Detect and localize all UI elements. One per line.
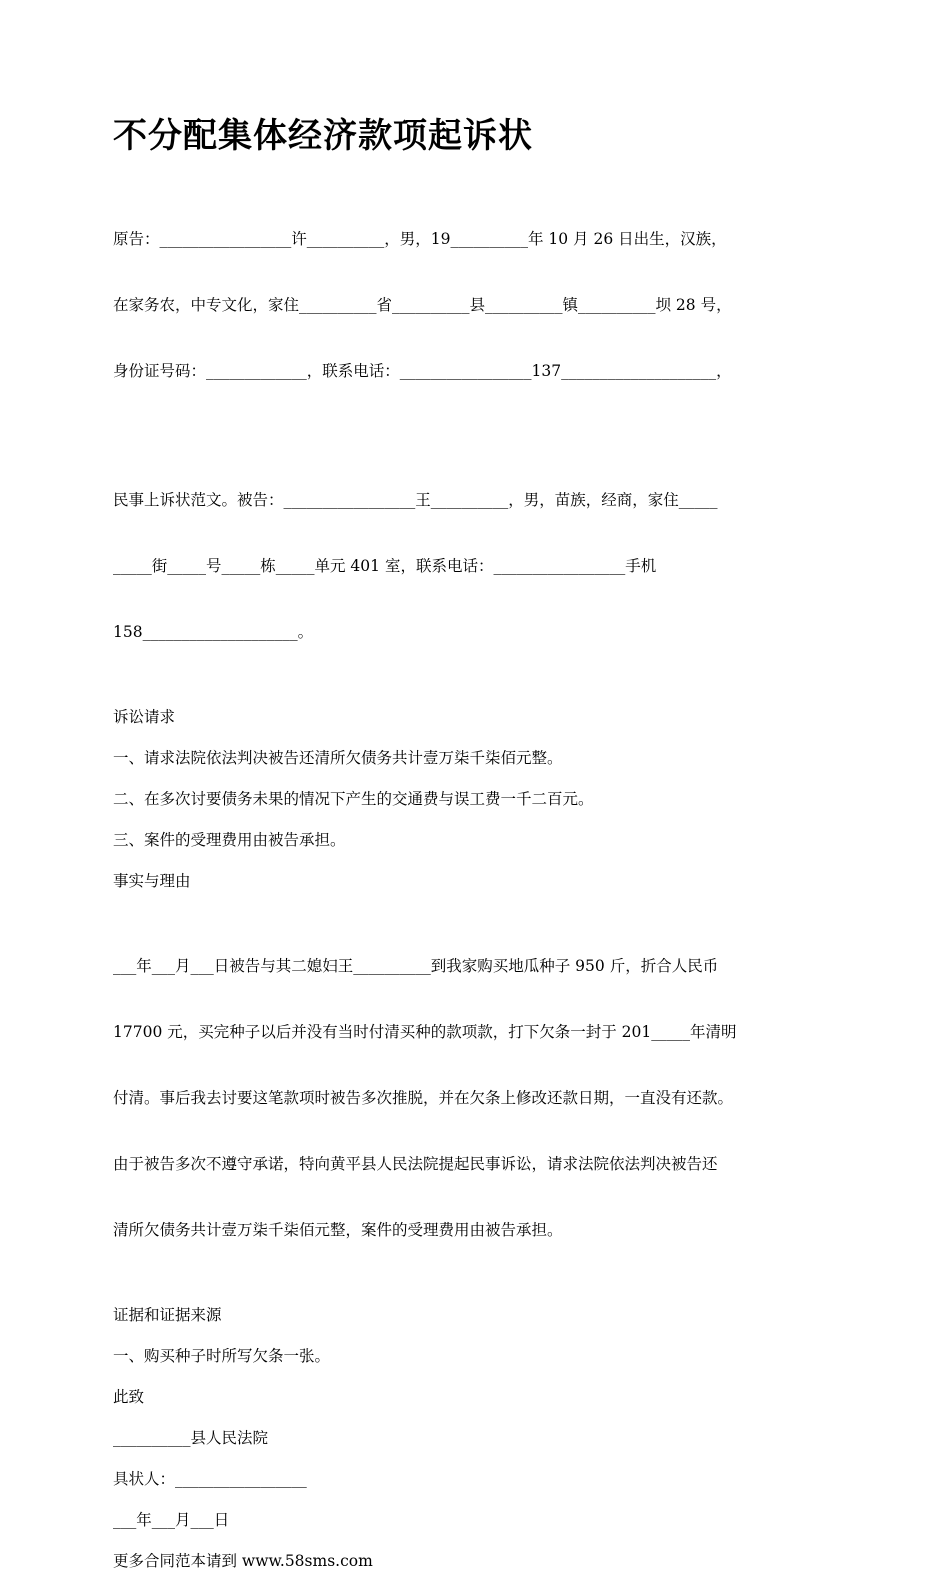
plaintiff-info [113,184,843,426]
plaintiff-line: 原告：_________________许__________，男，19__________年 10 月 26 日出生，汉族， [113,230,727,248]
evidence-item: 一、购买种子时所写欠条一张。 [113,1347,331,1365]
claim-item: 三、案件的受理费用由被告承担。 [113,831,346,849]
document-page [113,112,843,1591]
document-title: 不分配集体经济款项起诉状 [113,116,533,156]
footer-note: 更多合同范本请到 www.58sms.com [113,1552,373,1570]
defendant-info [113,445,843,687]
claim-item: 二、在多次讨要债务未果的情况下产生的交通费与误工费一千二百元。 [113,790,594,808]
plaintiff-line: 身份证号码：_____________，联系电话：_________________137____________________， [113,362,732,380]
facts-line: 由于被告多次不遵守承诺，特向黄平县人民法院提起民事诉讼，请求法院依法判决被告还 [113,1155,718,1173]
defendant-line: 民事上诉状范文。被告：_________________王__________，男，苗族，经商，家住_____ [113,491,718,509]
facts-paragraph [113,911,843,1285]
date-line: ___年___月___日 [113,1511,230,1529]
claims-heading: 诉讼请求 [113,708,176,726]
plaintiff-line: 在家务农，中专文化，家住__________省__________县__________镇__________坝 28 号， [113,296,732,314]
facts-line: ___年___月___日被告与其二媳妇王__________到我家购买地瓜种子 950 斤，折合人民币 [113,957,719,975]
evidence-heading: 证据和证据来源 [113,1306,222,1324]
facts-line: 17700 元，买完种子以后并没有当时付清买种的款项款，打下欠条一封于 201_____年清明 [113,1023,737,1041]
salutation: 此致 [113,1388,145,1406]
defendant-line: _____街_____号_____栋_____单元 401 室，联系电话：_________________手机 [113,557,657,575]
claim-item: 一、请求法院依法判决被告还清所欠债务共计壹万柒千柒佰元整。 [113,749,563,767]
facts-heading: 事实与理由 [113,872,191,890]
signer-line: 具状人：_________________ [113,1470,307,1488]
facts-line: 清所欠债务共计壹万柒千柒佰元整，案件的受理费用由被告承担。 [113,1221,563,1239]
defendant-line: 158____________________。 [113,623,314,641]
court-name: __________县人民法院 [113,1429,269,1447]
facts-line: 付清。事后我去讨要这笔款项时被告多次推脱，并在欠条上修改还款日期，一直没有还款。 [113,1089,734,1107]
